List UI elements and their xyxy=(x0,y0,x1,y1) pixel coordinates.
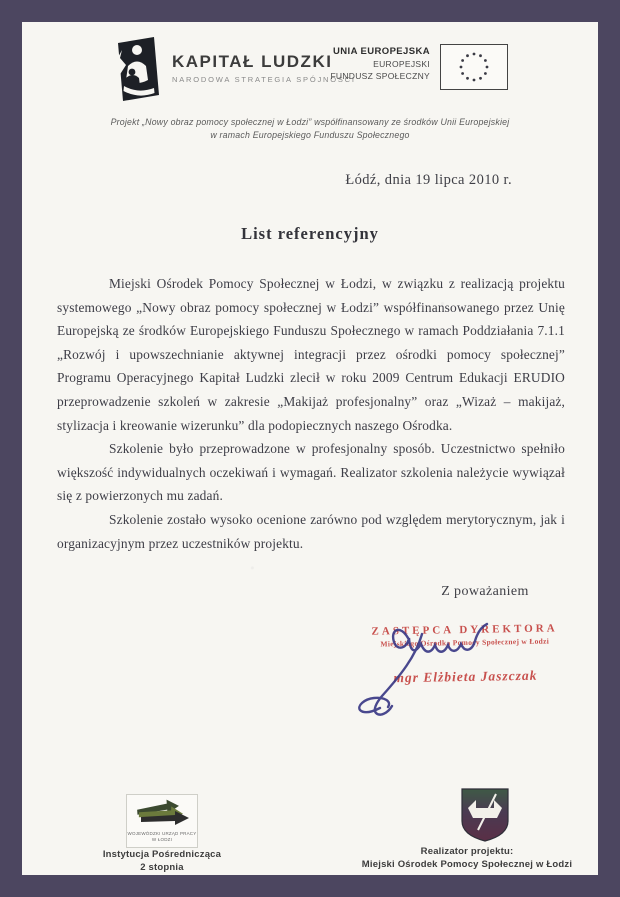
scanned-letter-page xyxy=(22,22,598,875)
project-note-line2: w ramach Europejskiego Funduszu Społecznego xyxy=(210,130,410,140)
footer-left-line2: 2 stopnia xyxy=(140,862,184,873)
eu-flag-icon xyxy=(440,44,508,90)
footer-right-caption xyxy=(342,845,592,871)
director-stamp xyxy=(339,622,590,687)
stamp-line2: Miejskiego Ośrodka Pomocy Społecznej w Łodzi xyxy=(380,636,550,649)
eu-line1: UNIA EUROPEJSKA xyxy=(333,46,430,57)
kl-subtitle: NARODOWA STRATEGIA SPÓJNOŚCI xyxy=(172,75,356,84)
lodz-city-crest-icon xyxy=(458,786,512,849)
kapital-ludzki-wordmark xyxy=(172,36,356,84)
stamp-line1: ZASTĘPCA DYREKTORA xyxy=(371,622,558,638)
wup-logo-box xyxy=(126,794,198,848)
paragraph-2: Szkolenie było przeprowadzone w profesjonalny sposób. Uczestnictwo spełniło większość indywidualnych oczekiwań i wymagań. Realizator szkolenia należycie wywiązał się z powierzonych mu zadań. xyxy=(57,441,565,504)
eu-logo-block xyxy=(330,44,508,90)
eu-wordmark xyxy=(330,44,430,81)
letter-body xyxy=(57,272,565,555)
wup-logo-caption: WOJEWÓDZKI URZĄD PRACY W ŁODZI xyxy=(127,831,197,842)
eu-line3: FUNDUSZ SPOŁECZNY xyxy=(330,71,430,81)
letter-title: List referencyjny xyxy=(241,224,379,243)
project-note-line1: Projekt „Nowy obraz pomocy społecznej w Łodzi” współfinansowany ze środków Unii Europejskiej xyxy=(110,117,510,127)
wup-arrows-icon xyxy=(133,812,191,829)
dateline: Łódź, dnia 19 lipca 2010 r. xyxy=(345,172,512,188)
kapital-ludzki-flag-icon xyxy=(106,36,162,107)
paragraph-3: Szkolenie zostało wysoko ocenione zarówno pod względem merytorycznym, jak i organizacyjnym przez uczestników projektu. xyxy=(57,511,565,551)
kl-title: KAPITAŁ LUDZKI xyxy=(172,52,333,71)
kapital-ludzki-logo-block xyxy=(106,36,356,107)
eu-line2: EUROPEJSKI xyxy=(373,59,430,69)
closing-phrase: Z poważaniem xyxy=(441,584,529,599)
paragraph-1: Miejski Ośrodek Pomocy Społecznej w Łodzi, w związku z realizacją projektu systemowego „Nowy obraz pomocy społecznej w Łodzi” współfinansowanego przez Unię Europejską ze środków Europejskiego Funduszu Społecznego w ramach Poddziałania 7.1.1 „Rozwój i upowszechnianie aktywnej integracji przez ośrodki pomocy społecznej” Programu Operacyjnego Kapitał Ludzki zlecił w roku 2009 Centrum Edukacji ERUDIO przeprowadzenie szkoleń w zakresie „Makijaż profesjonalny” oraz „Wizaż – makijaż, stylizacja i kreowanie wizerunku” dla podopiecznych naszego Ośrodka. xyxy=(57,276,565,433)
footer-right-line2: Miejski Ośrodek Pomocy Społecznej w Łodzi xyxy=(361,859,573,870)
footer-left-caption xyxy=(62,848,262,874)
footer-left-line1: Instytucja Pośrednicząca xyxy=(102,849,222,860)
project-funding-note xyxy=(22,116,598,142)
stamp-signer-name: mgr Elżbieta Jaszczak xyxy=(393,667,538,686)
footer-right-line1: Realizator projektu: xyxy=(420,846,514,857)
